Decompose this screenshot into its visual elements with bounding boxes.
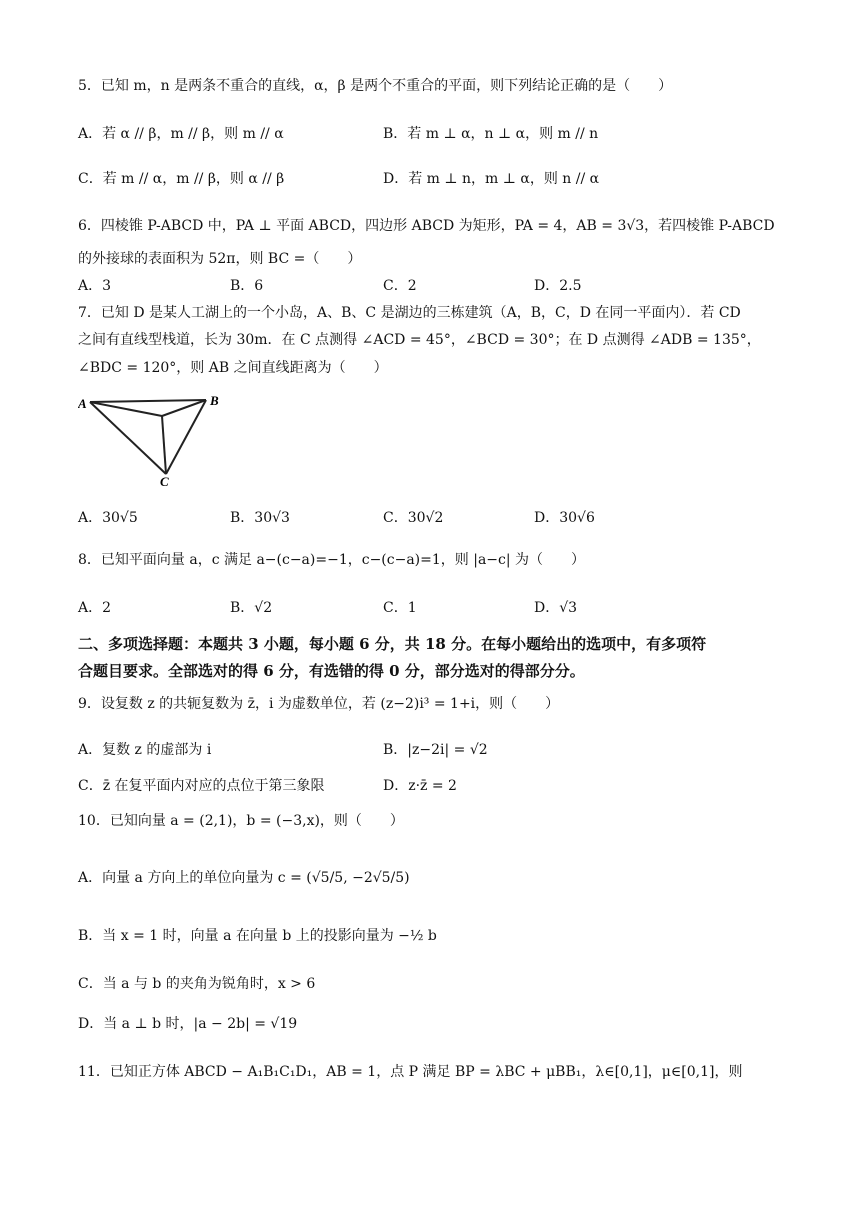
q9-stem: 9．设复数 z 的共轭复数为 z̄，i 为虚数单位，若 (z−2)i³ = 1+i，则（ ）	[78, 696, 560, 712]
figure-label-c: C	[160, 474, 169, 488]
q10-option-b: B．当 x = 1 时，向量 a 在向量 b 上的投影向量为 −½ b	[78, 928, 437, 944]
figure-line-ac	[90, 402, 166, 474]
q7-option-d: D．30√6	[534, 510, 595, 526]
figure-line-ad	[90, 402, 162, 416]
q6-option-d: D．2.5	[534, 278, 582, 294]
q10-option-a: A．向量 a 方向上的单位向量为 c = (√5/5, −2√5/5)	[78, 870, 410, 886]
q6-stem-line2: 的外接球的表面积为 52π，则 BC =（ ）	[78, 251, 362, 267]
q8-option-c: C．1	[383, 600, 417, 616]
section2-heading-line2: 合题目要求。全部选对的得 6 分，有选错的得 0 分，部分选对的得部分分。	[78, 662, 585, 680]
q8-option-d: D．√3	[534, 600, 578, 616]
q7-stem-line1: 7．已知 D 是某人工湖上的一个小岛，A、B、C 是湖边的三栋建筑（A，B，C，D 在同一平面内）．若 CD	[78, 305, 741, 321]
q7-stem-line3: ∠BDC = 120°，则 AB 之间直线距离为（ ）	[78, 360, 388, 376]
figure-label-b: B	[210, 393, 219, 408]
section2-heading-line1: 二、多项选择题：本题共 3 小题，每小题 6 分，共 18 分。在每小题给出的选项中，有多项符	[78, 635, 707, 653]
q9-option-b: B．|z−2i| = √2	[383, 742, 488, 758]
figure-label-a: A	[78, 396, 87, 411]
q9-option-a: A．复数 z 的虚部为 i	[78, 742, 212, 758]
q7-option-c: C．30√2	[383, 510, 444, 526]
q5-option-b: B．若 m ⊥ α，n ⊥ α，则 m // n	[383, 126, 599, 142]
q6-stem-line1: 6．四棱锥 P-ABCD 中，PA ⊥ 平面 ABCD，四边形 ABCD 为矩形，PA = 4，AB = 3√3，若四棱锥 P-ABCD	[78, 218, 775, 234]
q8-option-a: A．2	[78, 600, 112, 616]
q5-option-c: C．若 m // α，m // β，则 α // β	[78, 171, 285, 187]
q10-option-c: C．当 a 与 b 的夹角为锐角时，x > 6	[78, 976, 316, 992]
q7-option-a: A．30√5	[78, 510, 138, 526]
q9-option-d: D．z·z̄ = 2	[383, 778, 457, 794]
q7-figure	[78, 388, 238, 488]
q6-option-c: C．2	[383, 278, 417, 294]
q8-option-b: B．√2	[230, 600, 273, 616]
q11-stem: 11．已知正方体 ABCD − A₁B₁C₁D₁，AB = 1，点 P 满足 BP = λBC + μBB₁，λ∈[0,1]，μ∈[0,1]，则	[78, 1064, 743, 1080]
q8-stem: 8．已知平面向量 a，c 满足 a−(c−a)=−1，c−(c−a)=1，则 |a−c| 为（ ）	[78, 552, 586, 568]
figure-line-cd	[162, 416, 166, 474]
q5-option-a: A．若 α // β，m // β，则 m // α	[78, 126, 284, 142]
q5-stem: 5．已知 m，n 是两条不重合的直线，α，β 是两个不重合的平面，则下列结论正确的是（ ）	[78, 78, 673, 94]
q6-option-b: B．6	[230, 278, 264, 294]
q6-option-a: A．3	[78, 278, 112, 294]
q10-option-d: D．当 a ⊥ b 时，|a − 2b| = √19	[78, 1016, 298, 1032]
q7-option-b: B．30√3	[230, 510, 290, 526]
figure-line-ab	[90, 400, 206, 402]
figure-line-bc	[166, 400, 206, 474]
q5-option-d: D．若 m ⊥ n，m ⊥ α，则 n // α	[383, 171, 600, 187]
q7-stem-line2: 之间有直线型栈道，长为 30m．在 C 点测得 ∠ACD = 45°，∠BCD = 30°；在 D 点测得 ∠ADB = 135°，	[78, 332, 761, 348]
q10-stem: 10．已知向量 a = (2,1)，b = (−3,x)，则（ ）	[78, 813, 404, 829]
q9-option-c: C．z̄ 在复平面内对应的点位于第三象限	[78, 778, 325, 794]
